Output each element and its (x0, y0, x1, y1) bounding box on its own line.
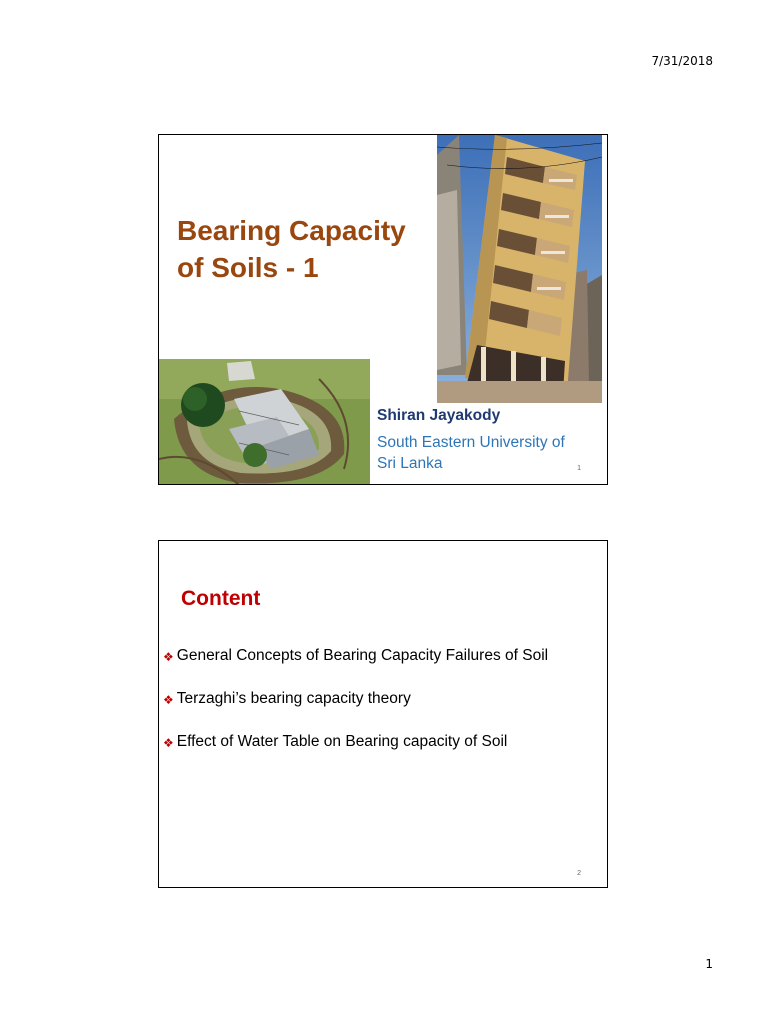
list-item-text: General Concepts of Bearing Capacity Failures of Soil (176, 647, 549, 664)
list-item (163, 690, 548, 733)
slide-number: 2 (577, 870, 581, 877)
tilted-building-photo (437, 135, 602, 403)
list-item-text: Terzaghi’s bearing capacity theory (176, 690, 411, 707)
slide-title (177, 212, 406, 286)
slide-title-line-2: of Soils - 1 (177, 252, 319, 283)
affiliation-line-1: South Eastern University of (377, 434, 565, 451)
content-list (163, 647, 548, 776)
diamond-bullet-icon: ❖ (163, 650, 174, 664)
slide-2 (158, 540, 608, 888)
slide-1 (158, 134, 608, 485)
list-item-text: Effect of Water Table on Bearing capacity of Soil (176, 733, 508, 750)
diamond-bullet-icon: ❖ (163, 693, 174, 707)
page-date: 7/31/2018 (651, 54, 713, 68)
list-item (163, 647, 548, 690)
affiliation-line-2: Sri Lanka (377, 455, 443, 472)
list-item (163, 733, 548, 776)
foundation-failure-aerial-photo (159, 359, 370, 485)
page-number: 1 (705, 957, 713, 971)
diamond-bullet-icon: ❖ (163, 736, 174, 750)
slide-number: 1 (577, 465, 581, 472)
author-affiliation (377, 432, 605, 474)
slide-title-line-1: Bearing Capacity (177, 215, 406, 246)
author-name: Shiran Jayakody (377, 407, 501, 424)
content-heading: Content (181, 587, 261, 610)
